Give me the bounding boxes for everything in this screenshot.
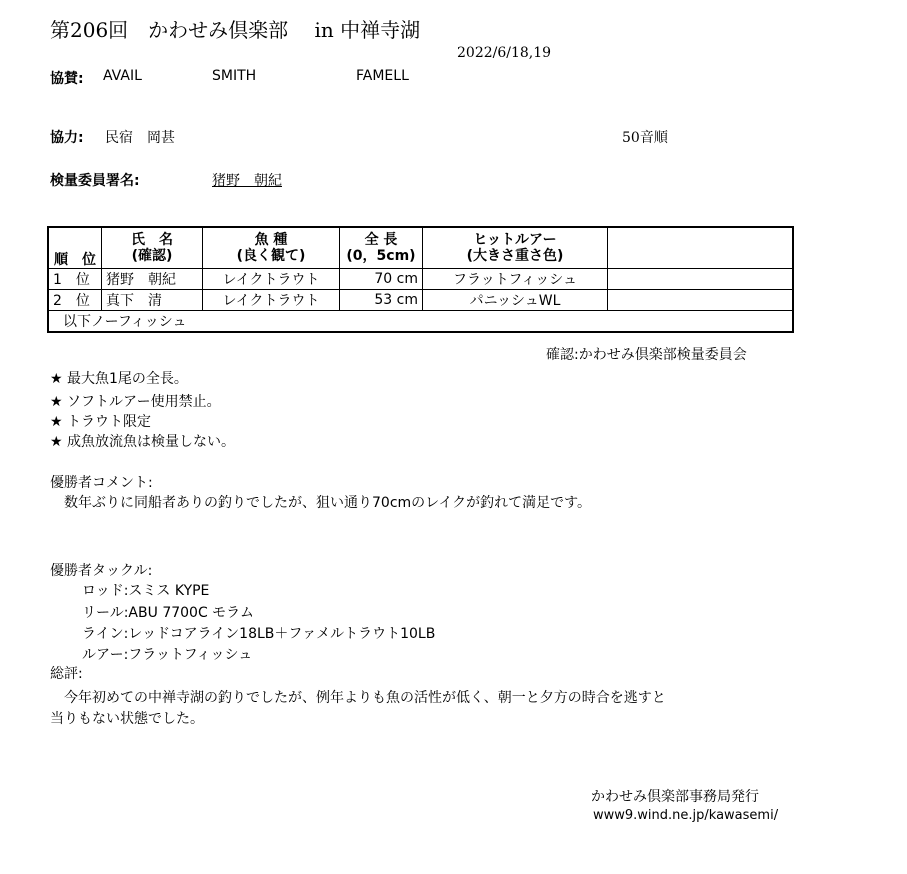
comment-text: 数年ぶりに同船者ありの釣りでしたが、狙い通り70cmのレイクが釣れて満足です。 [64,495,592,511]
table-header-row [48,227,793,269]
sponsor-3: FAMELL [356,68,409,84]
nofish-text: 以下ノーフィッシュ [48,311,793,333]
row-2-lure: パニッシュWL [423,290,608,311]
review-label: 総評: [50,666,83,682]
header-name-top: 氏 名 [131,232,173,248]
header-rank: 順 位 [48,227,102,269]
table-row [48,290,793,311]
header-length [340,227,423,269]
row-2-fish: レイクトラウト [203,290,340,311]
comment-label: 優勝者コメント: [50,475,153,491]
header-length-bottom: (0，5cm) [346,248,416,264]
review-line-1: 今年初めての中禅寺湖の釣りでしたが、例年よりも魚の活性が低く、朝一と夕方の時合を逃すと [64,690,666,706]
tackle-line: ライン:レッドコアライン18LB＋ファメルトラウト10LB [82,626,436,642]
row-1-lure: フラットフィッシュ [423,269,608,290]
tackle-rod: ロッド:スミス KYPE [82,583,210,599]
cooperation-label: 協力: [50,130,84,146]
header-lure-bottom: (大きさ重さ色) [466,248,564,264]
rule-3: ★ トラウト限定 [50,414,152,430]
rule-4: ★ 成魚放流魚は検量しない。 [50,434,236,450]
order-note: 50音順 [622,130,668,146]
row-1-rank: 1 位 [48,269,102,290]
row-1-fish: レイクトラウト [203,269,340,290]
row-1-extra [608,269,794,290]
event-date: 2022/6/18,19 [457,45,552,61]
site-url: www9.wind.ne.jp/kawasemi/ [593,808,779,823]
cooperation-value: 民宿 岡甚 [105,130,175,146]
header-extra [608,227,794,269]
header-fish-bottom: (良く観て) [236,248,306,264]
tackle-lure: ルアー:フラットフィッシュ [82,647,253,663]
tackle-label: 優勝者タックル: [50,563,153,579]
inspector-label: 検量委員署名: [50,173,140,189]
row-2-name: 真下 清 [102,290,203,311]
rule-1: ★ 最大魚1尾の全長。 [50,371,188,387]
tackle-reel: リール:ABU 7700C モラム [82,605,255,621]
confirm-text: 確認:かわせみ倶楽部検量委員会 [546,347,747,363]
header-fish-top: 魚 種 [254,232,288,248]
header-length-top: 全 長 [364,232,398,248]
header-name-bottom: (確認) [131,248,173,264]
row-1-length: 70 cm [340,269,423,290]
rule-2: ★ ソフトルアー使用禁止。 [50,394,221,410]
publisher: かわせみ倶楽部事務局発行 [591,789,759,805]
row-2-rank: 2 位 [48,290,102,311]
row-2-length: 53 cm [340,290,423,311]
sponsor-2: SMITH [212,68,257,84]
results-table [47,226,794,333]
row-2-extra [608,290,794,311]
review-line-2: 当りもない状態でした。 [50,711,204,727]
sponsor-1: AVAIL [103,68,142,84]
header-lure-top: ヒットルアー [473,232,557,248]
page-title: 第206回 かわせみ倶楽部 in 中禅寺湖 [50,18,421,42]
table-row [48,269,793,290]
header-lure [423,227,608,269]
sponsors-label: 協賛: [50,71,84,87]
nofish-row [48,311,793,333]
header-name [102,227,203,269]
row-1-name: 猪野 朝紀 [102,269,203,290]
header-fish [203,227,340,269]
inspector-name: 猪野 朝紀 [212,173,282,189]
